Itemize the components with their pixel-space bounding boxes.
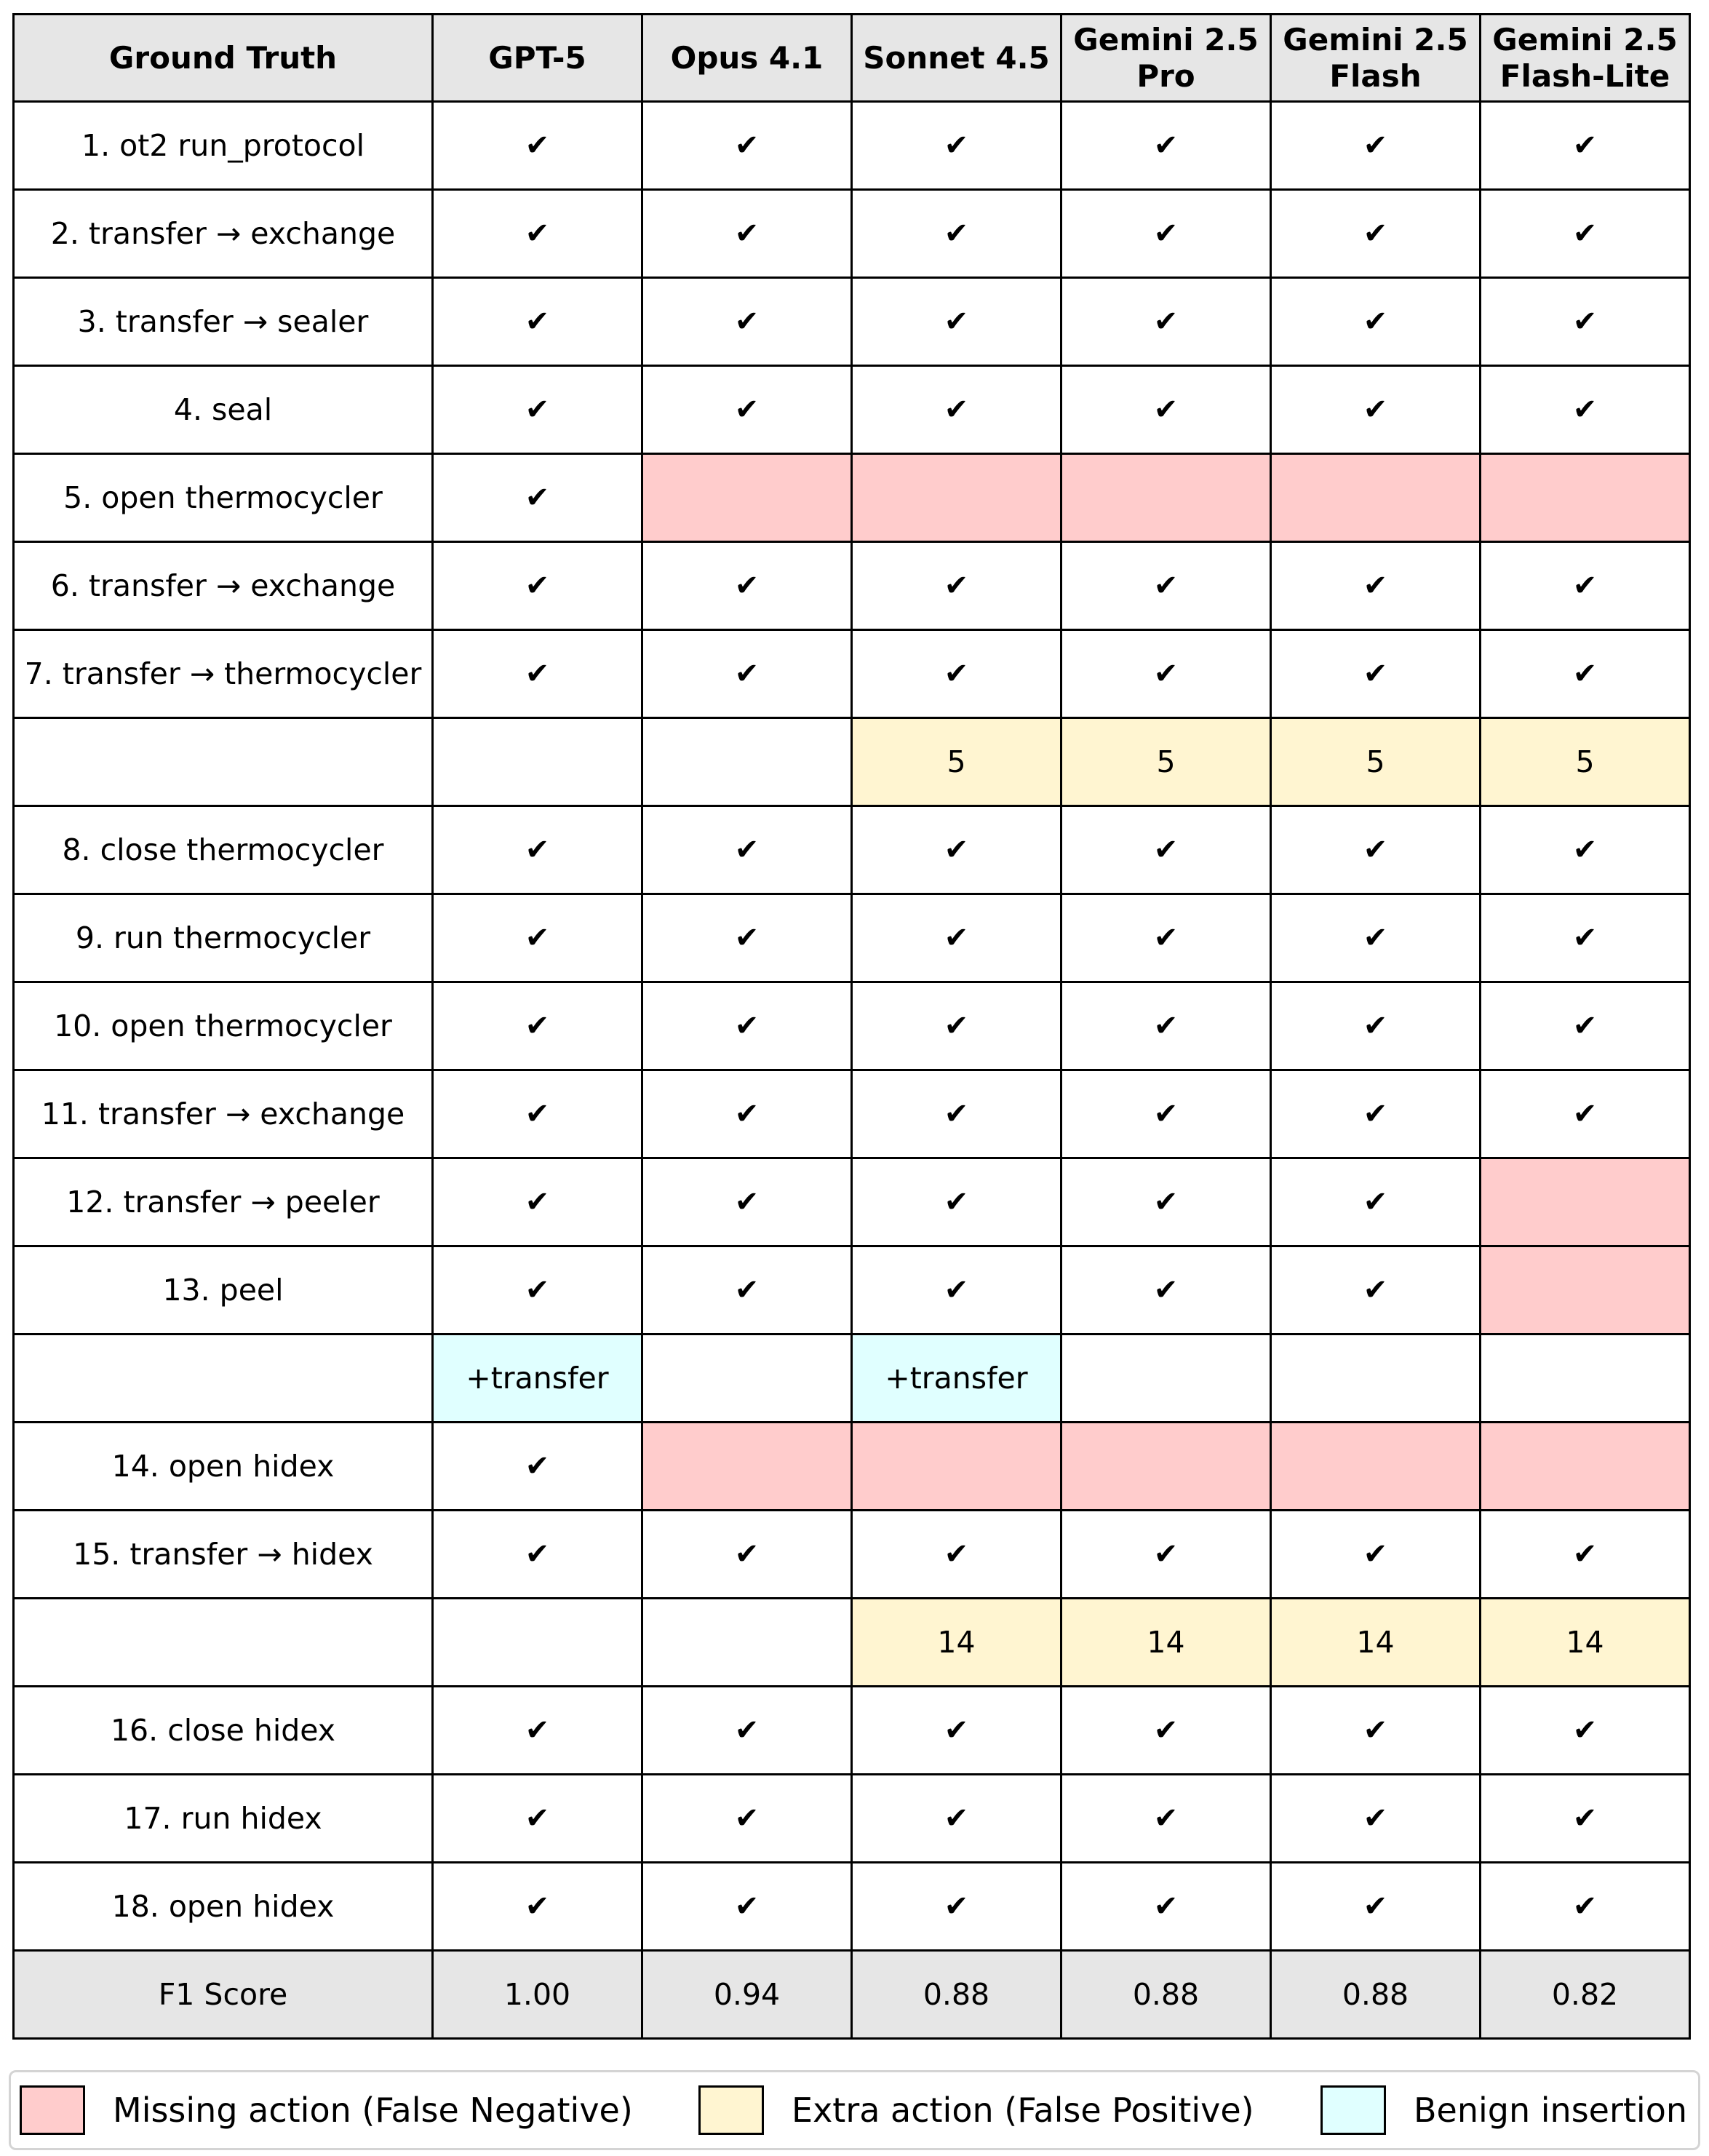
check-cell: ✔ (642, 806, 852, 894)
ground-truth-step: 14. open hidex (14, 1423, 433, 1511)
missing-action-cell (1271, 454, 1481, 542)
ground-truth-step: 9. run thermocycler (14, 894, 433, 982)
check-cell: ✔ (1481, 894, 1690, 982)
table-row (14, 542, 1690, 630)
check-cell: ✔ (852, 630, 1061, 718)
table-row (14, 894, 1690, 982)
check-cell: ✔ (1481, 1511, 1690, 1599)
check-cell: ✔ (1061, 630, 1271, 718)
check-cell: ✔ (433, 278, 642, 366)
ground-truth-step: 12. transfer → peeler (14, 1158, 433, 1246)
insertion-row (14, 718, 1690, 806)
table-row (14, 102, 1690, 190)
table-row (14, 630, 1690, 718)
check-cell: ✔ (433, 1423, 642, 1511)
missing-action-cell (1481, 454, 1690, 542)
check-cell: ✔ (642, 102, 852, 190)
ground-truth-step: 4. seal (14, 366, 433, 454)
column-header-model: Gemini 2.5 Pro (1061, 15, 1271, 102)
legend-label-missing: Missing action (False Negative) (113, 2091, 633, 2130)
check-cell: ✔ (852, 542, 1061, 630)
check-cell: ✔ (1061, 278, 1271, 366)
check-cell: ✔ (1061, 190, 1271, 278)
check-cell: ✔ (1061, 1246, 1271, 1334)
check-cell: ✔ (1481, 806, 1690, 894)
empty-cell (642, 718, 852, 806)
check-cell: ✔ (433, 1775, 642, 1863)
check-cell: ✔ (1481, 102, 1690, 190)
check-cell: ✔ (1061, 894, 1271, 982)
check-cell: ✔ (433, 454, 642, 542)
check-cell: ✔ (642, 630, 852, 718)
extra-action-cell: 14 (1481, 1599, 1690, 1687)
check-cell: ✔ (1481, 1775, 1690, 1863)
column-header-model: Opus 4.1 (642, 15, 852, 102)
ground-truth-step: 8. close thermocycler (14, 806, 433, 894)
check-cell: ✔ (1271, 630, 1481, 718)
check-cell: ✔ (852, 190, 1061, 278)
table-row (14, 454, 1690, 542)
ground-truth-step: 7. transfer → thermocycler (14, 630, 433, 718)
check-cell: ✔ (642, 982, 852, 1070)
check-cell: ✔ (1271, 542, 1481, 630)
empty-cell (433, 718, 642, 806)
missing-action-cell (1271, 1423, 1481, 1511)
check-cell: ✔ (1271, 1863, 1481, 1951)
check-cell: ✔ (1061, 1863, 1271, 1951)
legend-item-benign (1320, 2072, 1687, 2148)
check-cell: ✔ (1271, 102, 1481, 190)
check-cell: ✔ (1481, 366, 1690, 454)
check-cell: ✔ (1061, 806, 1271, 894)
check-cell: ✔ (1271, 806, 1481, 894)
missing-action-cell (852, 454, 1061, 542)
extra-action-cell: 14 (1061, 1599, 1271, 1687)
check-cell: ✔ (433, 1687, 642, 1775)
check-cell: ✔ (642, 1070, 852, 1158)
ground-truth-step: 3. transfer → sealer (14, 278, 433, 366)
empty-cell (1481, 1334, 1690, 1423)
empty-cell (1271, 1334, 1481, 1423)
table-row (14, 1687, 1690, 1775)
legend-swatch-extra (698, 2085, 764, 2135)
check-cell: ✔ (1481, 1687, 1690, 1775)
insertion-row (14, 1334, 1690, 1423)
table-row (14, 1775, 1690, 1863)
table-row (14, 1070, 1690, 1158)
check-cell: ✔ (642, 894, 852, 982)
check-cell: ✔ (1061, 1511, 1271, 1599)
check-cell: ✔ (1271, 894, 1481, 982)
check-cell: ✔ (852, 1246, 1061, 1334)
check-cell: ✔ (642, 1246, 852, 1334)
ground-truth-step: 10. open thermocycler (14, 982, 433, 1070)
check-cell: ✔ (1061, 1687, 1271, 1775)
extra-action-cell: 5 (1481, 718, 1690, 806)
f1-score-value: 0.88 (1061, 1951, 1271, 2039)
extra-action-cell: 5 (852, 718, 1061, 806)
check-cell: ✔ (433, 102, 642, 190)
table-row (14, 1423, 1690, 1511)
table-row (14, 1511, 1690, 1599)
table-row (14, 1246, 1690, 1334)
check-cell: ✔ (1271, 1775, 1481, 1863)
check-cell: ✔ (433, 630, 642, 718)
missing-action-cell (1481, 1423, 1690, 1511)
legend-label-extra: Extra action (False Positive) (792, 2091, 1254, 2130)
table-row (14, 190, 1690, 278)
ground-truth-step (14, 1599, 433, 1687)
check-cell: ✔ (1271, 1070, 1481, 1158)
check-cell: ✔ (1481, 630, 1690, 718)
missing-action-cell (1061, 1423, 1271, 1511)
extra-action-cell: 5 (1271, 718, 1481, 806)
ground-truth-step: 5. open thermocycler (14, 454, 433, 542)
f1-score-value: 0.94 (642, 1951, 852, 2039)
check-cell: ✔ (642, 1511, 852, 1599)
missing-action-cell (852, 1423, 1061, 1511)
legend-label-benign: Benign insertion (1414, 2091, 1687, 2130)
check-cell: ✔ (852, 1070, 1061, 1158)
check-cell: ✔ (433, 1511, 642, 1599)
extra-action-cell: 5 (1061, 718, 1271, 806)
benign-insertion-cell: +transfer (852, 1334, 1061, 1423)
ground-truth-step: 15. transfer → hidex (14, 1511, 433, 1599)
check-cell: ✔ (1271, 1511, 1481, 1599)
check-cell: ✔ (1061, 982, 1271, 1070)
table-row (14, 982, 1690, 1070)
ground-truth-step (14, 718, 433, 806)
legend-swatch-benign (1320, 2085, 1386, 2135)
ground-truth-step: 17. run hidex (14, 1775, 433, 1863)
check-cell: ✔ (852, 1158, 1061, 1246)
check-cell: ✔ (852, 1775, 1061, 1863)
check-cell: ✔ (1481, 1070, 1690, 1158)
missing-action-cell (642, 454, 852, 542)
benign-insertion-cell: +transfer (433, 1334, 642, 1423)
column-header-ground-truth: Ground Truth (14, 15, 433, 102)
check-cell: ✔ (642, 366, 852, 454)
check-cell: ✔ (1271, 190, 1481, 278)
check-cell: ✔ (1271, 1687, 1481, 1775)
missing-action-cell (1481, 1158, 1690, 1246)
check-cell: ✔ (1061, 366, 1271, 454)
legend (9, 2070, 1700, 2150)
legend-swatch-missing (20, 2085, 85, 2135)
check-cell: ✔ (642, 278, 852, 366)
f1-score-label: F1 Score (14, 1951, 433, 2039)
table-row (14, 278, 1690, 366)
table-row (14, 806, 1690, 894)
check-cell: ✔ (433, 542, 642, 630)
header-row (14, 15, 1690, 102)
empty-cell (1061, 1334, 1271, 1423)
check-cell: ✔ (433, 190, 642, 278)
check-cell: ✔ (852, 1511, 1061, 1599)
ground-truth-step: 6. transfer → exchange (14, 542, 433, 630)
f1-score-value: 0.88 (852, 1951, 1061, 2039)
check-cell: ✔ (1481, 982, 1690, 1070)
check-cell: ✔ (852, 1863, 1061, 1951)
ground-truth-step: 11. transfer → exchange (14, 1070, 433, 1158)
check-cell: ✔ (1481, 1863, 1690, 1951)
check-cell: ✔ (1481, 190, 1690, 278)
extra-action-cell: 14 (1271, 1599, 1481, 1687)
legend-item-missing (20, 2072, 633, 2148)
check-cell: ✔ (852, 366, 1061, 454)
ground-truth-step: 16. close hidex (14, 1687, 433, 1775)
check-cell: ✔ (433, 366, 642, 454)
table-row (14, 1158, 1690, 1246)
check-cell: ✔ (1271, 366, 1481, 454)
f1-score-value: 0.82 (1481, 1951, 1690, 2039)
missing-action-cell (1481, 1246, 1690, 1334)
check-cell: ✔ (852, 982, 1061, 1070)
check-cell: ✔ (433, 894, 642, 982)
check-cell: ✔ (1271, 1158, 1481, 1246)
extra-action-cell: 14 (852, 1599, 1061, 1687)
legend-item-extra (698, 2072, 1254, 2148)
check-cell: ✔ (852, 278, 1061, 366)
empty-cell (433, 1599, 642, 1687)
column-header-model: Gemini 2.5 Flash-Lite (1481, 15, 1690, 102)
check-cell: ✔ (1061, 542, 1271, 630)
ground-truth-step: 2. transfer → exchange (14, 190, 433, 278)
check-cell: ✔ (642, 1158, 852, 1246)
check-cell: ✔ (852, 806, 1061, 894)
ground-truth-step: 1. ot2 run_protocol (14, 102, 433, 190)
results-table-container (12, 13, 1691, 2040)
missing-action-cell (1061, 454, 1271, 542)
check-cell: ✔ (1271, 982, 1481, 1070)
check-cell: ✔ (1271, 278, 1481, 366)
check-cell: ✔ (1061, 102, 1271, 190)
check-cell: ✔ (433, 1863, 642, 1951)
check-cell: ✔ (1061, 1775, 1271, 1863)
check-cell: ✔ (433, 982, 642, 1070)
check-cell: ✔ (852, 894, 1061, 982)
check-cell: ✔ (642, 190, 852, 278)
table-row (14, 366, 1690, 454)
check-cell: ✔ (1481, 278, 1690, 366)
check-cell: ✔ (1481, 542, 1690, 630)
ground-truth-step (14, 1334, 433, 1423)
f1-score-row (14, 1951, 1690, 2039)
check-cell: ✔ (642, 542, 852, 630)
check-cell: ✔ (1271, 1246, 1481, 1334)
ground-truth-step: 13. peel (14, 1246, 433, 1334)
check-cell: ✔ (852, 1687, 1061, 1775)
column-header-model: Gemini 2.5 Flash (1271, 15, 1481, 102)
check-cell: ✔ (433, 806, 642, 894)
check-cell: ✔ (433, 1070, 642, 1158)
f1-score-value: 0.88 (1271, 1951, 1481, 2039)
check-cell: ✔ (1061, 1070, 1271, 1158)
insertion-row (14, 1599, 1690, 1687)
check-cell: ✔ (433, 1158, 642, 1246)
check-cell: ✔ (642, 1863, 852, 1951)
check-cell: ✔ (1061, 1158, 1271, 1246)
empty-cell (642, 1334, 852, 1423)
f1-score-value: 1.00 (433, 1951, 642, 2039)
table-row (14, 1863, 1690, 1951)
results-table (12, 13, 1691, 2040)
column-header-model: GPT-5 (433, 15, 642, 102)
check-cell: ✔ (852, 102, 1061, 190)
check-cell: ✔ (433, 1246, 642, 1334)
column-header-model: Sonnet 4.5 (852, 15, 1061, 102)
check-cell: ✔ (642, 1687, 852, 1775)
check-cell: ✔ (642, 1775, 852, 1863)
missing-action-cell (642, 1423, 852, 1511)
ground-truth-step: 18. open hidex (14, 1863, 433, 1951)
empty-cell (642, 1599, 852, 1687)
